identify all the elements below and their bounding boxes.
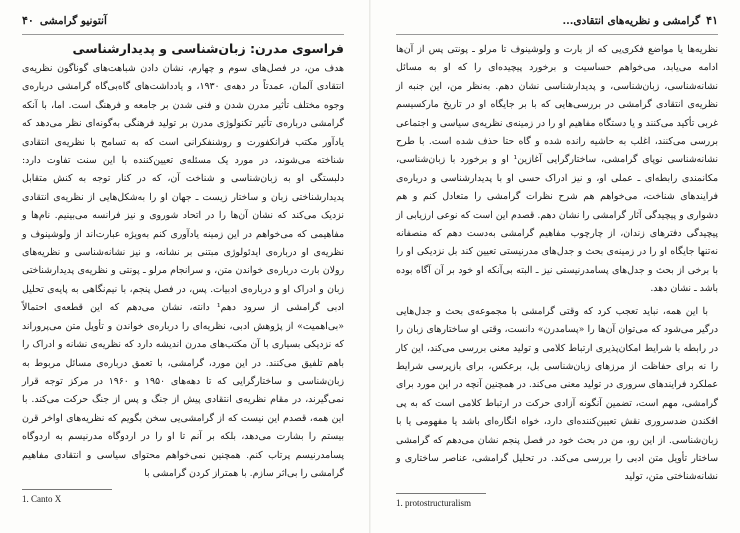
section-title: فراسوی مدرن: زبان‌شناسی و پدیدارشناسی (72, 41, 344, 56)
footnote: 1. protostructuralism (396, 497, 471, 508)
page-number: ۴۰ (22, 14, 34, 27)
footnote-separator (22, 489, 112, 490)
running-head (396, 14, 718, 35)
footnote: 1. Canto X (22, 494, 62, 505)
body-paragraph: نظریه‌ها یا مواضع فکری‌یی که از بارت و ولوشینوف تا مرلو ـ پونتی پس از آن‌ها ادامه می‌یابد، می‌خواهم حساسیت و برخورد پیچیده‌ای را که او به مسائل نشانه‌شناسی، زبان‌شناسی، و پدیدارشناسی نشان دهم. به‌نظر من، این جنبه از نظریه‌ی انتقادی گرامشی در بررسی‌هایی که با بر جایگاه او در تاریخ مارکسیسم غربی تأکید می‌کنند و یا دستگاه مفاهیم او را در زمینه‌ی نظریه‌ی سیاسی و اجتماعی بررسی می‌کنند، اغلب به حاشیه رانده شده و گاه حتا حذف شده است. با طرح نشانه‌شناسی نوپای گرامشی، ساختارگرایی آغازین¹ او و برخورد با زبان‌شناسی، مکانمندی رابطه‌ای ـ عملی او، و نیز ادراک حسی او با پدیدارشناسی و درباره‌ی فرایندهای شناخت، می‌خواهم هم شرح نظرات گرامشی را متعادل کنم و هم دشواری و پیچیدگی آثار گرامشی را نشان دهم. قصدم این است که نوعی ارزیابی از پیچیدگی دفترهای زندان، از چارچوب مفاهیم گرامشی به‌دست دهم که منصفانه نه‌تنها جایگاه او را در زمینه‌ی بحث و جدل‌های مدرنیستی تعیین کند بل نزدیکی او را با برخی از بحث و جدل‌های پسامدرنیستی نیز ـ البته بی‌آنکه او خود بر آن آگاه بوده باشد ـ نشان دهد. (396, 44, 718, 295)
running-head-title: گرامشی و نظریه‌های انتقادی... (562, 15, 701, 27)
running-head (22, 14, 344, 35)
body-paragraph: با این همه، نباید تعجب کرد که وقتی گرامشی با مجموعه‌ی بحث و جدل‌هایی درگیر می‌شود که می‌توان آن‌ها را «پسامدرن» دانست، وقتی او ساختارهای زبان را در رابطه با شرایط امکان‌پذیری ارتباط کلامی و تولید معنی بررسی می‌کند، این کار را نه برای حفاظت از مرزهای زبان‌شناسی بل، برعکس، برای بازپرسی شرایط عملکرد فرایندهای سروری در تولید معنی می‌کند. در همچنین آنچه در این مورد برای گرامشی، مهم است، تضمین آنگونه آزادی حرکت در ارتباط کلامی است که به پی افکندن ضدسروری نقش تعیین‌کننده‌ای دارد، خواه انگاره‌ای باشد یا مفهومی یا با زبان‌شناسی. از این رو، من در بحث خود در فصل پنجم نشان می‌دهم که گرامشی ساختار تأویل متن ادبی را بررسی می‌کند. در تحلیل گرامشی، عناصر ساختاری و نشانه‌شناختی متن، تولید (396, 305, 718, 483)
running-head-title: آنتونیو گرامشی (39, 15, 107, 27)
page-number: ۴۱ (706, 14, 718, 27)
right-page (370, 0, 740, 533)
footnote-separator (396, 493, 486, 494)
body-paragraph: هدف من، در فصل‌های سوم و چهارم، نشان دادن شباهت‌های گوناگون نظریه‌ی انتقادی آلمان، عمدتاً در دهه‌ی ۱۹۳۰، و یادداشت‌های گاه‌بی‌گاه گرامشی درباره‌ی وجوه مختلف تأثیر مدرن شدن و فنی شدن بر جامعه و فرهنگ است. اما، با آنکه گرامشی درباره‌ی تأثیر تکنولوژی مدرن بر تولید فرهنگی به‌گونه‌ای نظر می‌دهد که یادآور مکتب فرانکفورت و روشنفکرانی است که به تسامح با نظریه‌ی انتقادی شناخته می‌شوند، در مورد یک مسئله‌ی تعیین‌کننده با این سنت تفاوت دارد: دلبستگی او به زبان‌شناسی و شناخت آن، که در کنار توجه به کنش متقابل پدیدارشناختی زبان و ساختار زیست ـ جهان او را به‌شکل‌هایی از نظریه‌ی انتقادی نزدیک می‌کند که نشان آن‌ها را در اتحاد شوروی و نیز فرانسه می‌بینیم. نام‌ها و مفاهیمی که می‌خواهم در این زمینه یادآوری کنم به‌ویژه عبارت‌اند از ولوشینوف و نظریه‌ی او درباره‌ی ایدئولوژی مبتنی بر نشانه، و نیز نشانه‌شناسی و نظریه‌های رولان بارت درباره‌ی خواندن متن، و سرانجام مرلو ـ پونتی و نظریه‌ی پدیدارشناختی زبان و ادراک او و درباره‌ی ادبیات. پس، در فصل پنجم، با نیم‌نگاهی به پایه‌ی تحلیل ادبی گرامشی از سرود دهم¹ دانته، نشان می‌دهم که این قطعه‌ی احتمالاً «بی‌اهمیت» از پژوهش ادبی، نظریه‌ای را درباره‌ی خواندن و تأویل متن می‌پروراند که نزدیکی بسیاری با آن مکتب‌های مدرن اندیشه دارد که نظریه‌ی نشانه و ادراک را باهم تلفیق می‌کنند. در این مورد، گرامشی، با تعمق درباره‌ی مسائل مربوط به زبان‌شناسی و ساختارگرایی که تا دهه‌های ۱۹۵۰ و ۱۹۶۰ در مرکز توجه قرار نمی‌گیرند، در مقام نظریه‌ی انتقادی پیش از جنگ و پس از جنگ حرکت می‌کند. با این همه، قصدم این نیست که از گرامشی‌یی سخن بگویم که نظریه‌های اواخر قرن بیستم را بشارت می‌دهد، بلکه بر آنم تا او را در اردوگاه مدرنیسم به اردوگاه پسامدرنیسم پرتاب کنم. همچنین نمی‌خواهم محتوای سیاسی و انتقادی مفاهیم گرامشی را بی‌اثر سازم. با همتراز کردن گرامشی با (22, 63, 344, 479)
